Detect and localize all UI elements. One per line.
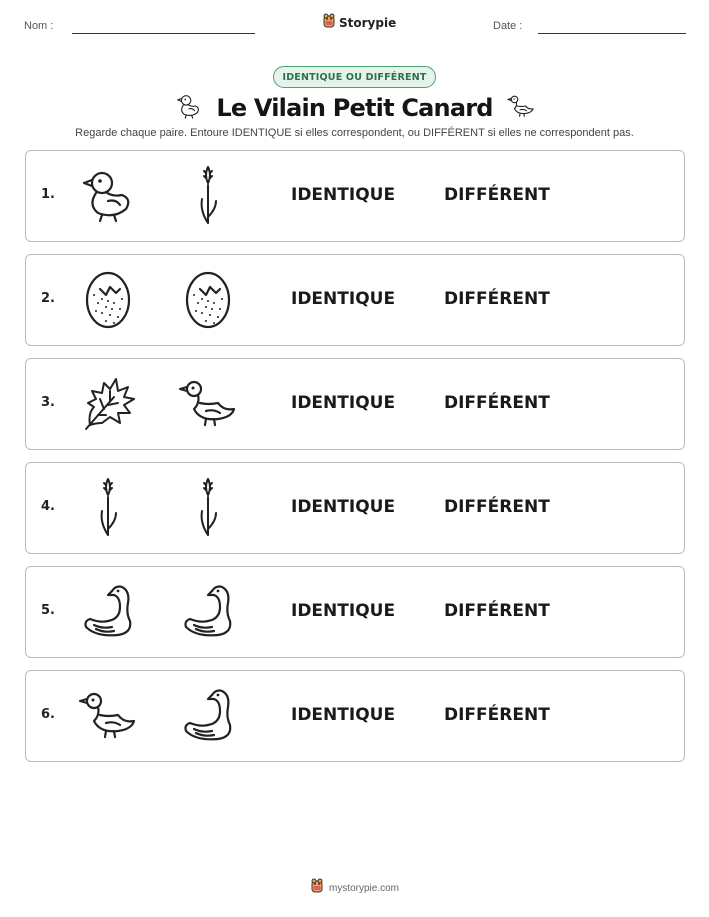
- exercise-row: [25, 254, 685, 346]
- option-different[interactable]: DIFFÉRENT: [444, 705, 550, 725]
- option-different[interactable]: DIFFÉRENT: [444, 185, 550, 205]
- duckling-icon: [78, 165, 138, 225]
- brand-name: Storypie: [339, 16, 397, 30]
- option-identique[interactable]: IDENTIQUE: [291, 289, 396, 309]
- row-number: 2.: [41, 291, 55, 306]
- cracked-egg-icon: [78, 269, 138, 329]
- option-different[interactable]: DIFFÉRENT: [444, 393, 550, 413]
- brand-logo: [322, 13, 396, 33]
- exercise-row: [25, 358, 685, 450]
- row-number: 6.: [41, 707, 55, 722]
- exercise-row: [25, 462, 685, 554]
- option-identique[interactable]: IDENTIQUE: [291, 185, 396, 205]
- row-number: 5.: [41, 603, 55, 618]
- option-identique[interactable]: IDENTIQUE: [291, 497, 396, 517]
- option-different[interactable]: DIFFÉRENT: [444, 497, 550, 517]
- row-number: 3.: [41, 395, 55, 410]
- reed-icon: [178, 165, 238, 225]
- page-title: Le Vilain Petit Canard: [216, 94, 493, 122]
- storypie-mascot-icon: [322, 13, 336, 33]
- exercise-row: [25, 150, 685, 242]
- name-label: Nom :: [24, 20, 54, 32]
- worksheet-type-badge: IDENTIQUE OU DIFFÉRENT: [273, 66, 436, 88]
- duck-icon: [178, 373, 238, 433]
- reed-icon: [178, 477, 238, 537]
- row-number: 1.: [41, 187, 55, 202]
- swan-icon: [178, 581, 238, 641]
- reed-icon: [78, 477, 138, 537]
- option-different[interactable]: DIFFÉRENT: [444, 289, 550, 309]
- instructions-text: Regarde chaque paire. Entoure IDENTIQUE si elles correspondent, ou DIFFÉRENT si elles ne correspondent pas.: [75, 127, 634, 139]
- option-identique[interactable]: IDENTIQUE: [291, 601, 396, 621]
- option-different[interactable]: DIFFÉRENT: [444, 601, 550, 621]
- option-identique[interactable]: IDENTIQUE: [291, 393, 396, 413]
- duck-icon: [78, 685, 138, 745]
- title-row: [0, 92, 709, 124]
- swan-icon: [178, 685, 238, 745]
- option-identique[interactable]: IDENTIQUE: [291, 705, 396, 725]
- duck-icon: [507, 92, 535, 124]
- exercise-row: [25, 670, 685, 762]
- footer-url[interactable]: mystorypie.com: [328, 882, 399, 894]
- name-line[interactable]: [72, 33, 255, 34]
- date-label: Date :: [493, 20, 523, 32]
- duckling-icon: [174, 92, 202, 124]
- storypie-mascot-icon: [310, 878, 324, 898]
- cracked-egg-icon: [178, 269, 238, 329]
- date-line[interactable]: [538, 33, 686, 34]
- row-number: 4.: [41, 499, 55, 514]
- exercise-row: [25, 566, 685, 658]
- footer: [0, 878, 709, 898]
- swan-icon: [78, 581, 138, 641]
- leaf-icon: [78, 373, 138, 433]
- exercise-list: [25, 150, 685, 774]
